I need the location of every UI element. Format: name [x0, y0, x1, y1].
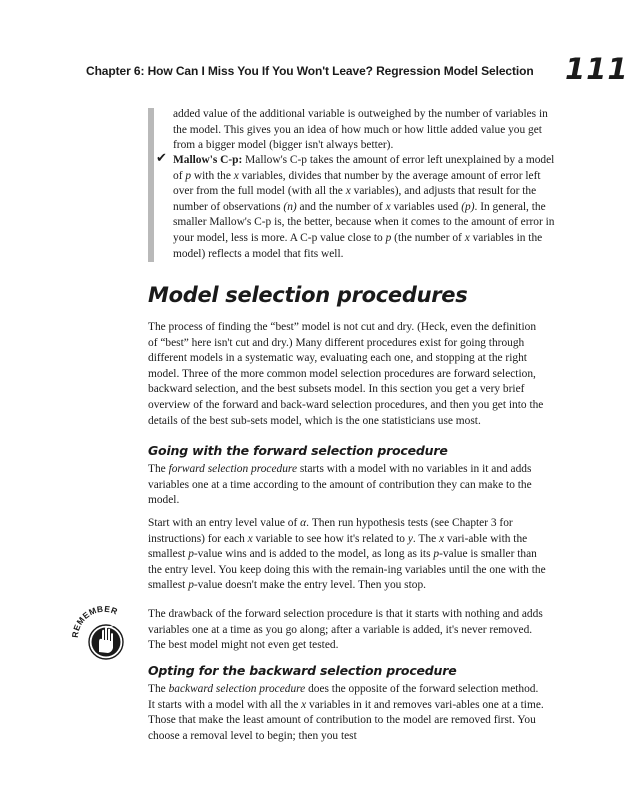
remember-paragraph: The drawback of the forward selection procedure is that it starts with nothing and adds variables one at a time as you go along; after a variable is added, it's never removed. The best model might not even get tested.	[148, 608, 543, 652]
continuation-paragraph: added value of the additional variable is outweighed by the number of variables in the model. This gives you an idea of how much or how little added value you get from a bigger model (bigger isn't always better).	[173, 108, 548, 152]
backward-heading: Opting for the backward selection procedure	[148, 663, 457, 678]
running-header: Chapter 6: How Can I Miss You If You Won't Leave? Regression Model Selection	[86, 64, 534, 78]
checkmark-bullet-icon: ✔	[156, 151, 167, 166]
backward-paragraph: The backward selection procedure does the opposite of the forward selection method. It starts with a model with all the x variables in it and removes vari-ables one at a time. Those that make the least amount of contribution to the model are removed first. You choose a removal level to begin; then you test	[148, 683, 544, 742]
mallows-term: Mallow's C-p:	[173, 154, 243, 166]
remember-label: REMEMBER	[70, 603, 120, 639]
section-intro-paragraph: The process of finding the “best” model is not cut and dry. (Heck, even the definition of “best” here isn't cut and dry.) Many different procedures exist for going through different models in a systematic way, evaluating each one, and stopping at the right model. Three of the more common model selection procedures are forward selection, backward selection, and the best subsets model. In this section you get a very brief overview of the forward and back-ward selection procedures, and then you get into the details of the best sub-sets model, which is the one statisticians use most.	[148, 321, 544, 427]
forward-heading: Going with the forward selection procedure	[148, 443, 448, 458]
mallows-cp-item: Mallow's C-p: Mallow's C-p takes the amount of error left unexplained by a model of p with the x variables, divides that number by the average amount of error left over from the full model (with all the x variables), and adjusts that result for the number of observations (n) and the number of x variables used (p). In general, the smaller Mallow's C-p is, the better, because when it comes to the amount of error in your model, less is more. A C-p value close to p (the number of x variables in the model) reflects a model that fits well.	[173, 154, 555, 260]
sidebar-rule	[148, 108, 154, 262]
forward-paragraph-2: Start with an entry level value of α. Then run hypothesis tests (see Chapter 3 for instructions) for each x variable to see how it's related to y. The x vari-able with the smallest p-value wins and is added to the model, as long as its p-value is smaller than the entry level. You keep doing this with the remain-ing variables until the one with the smallest p-value doesn't make the entry level. Then you stop.	[148, 517, 546, 592]
remember-icon	[70, 598, 134, 664]
section-heading: Model selection procedures	[148, 283, 468, 307]
forward-paragraph-1: The forward selection procedure starts with a model with no variables in it and adds variables one at a time according to the amount of contribution they can make to the model.	[148, 463, 532, 507]
page-number: 111	[565, 52, 629, 86]
